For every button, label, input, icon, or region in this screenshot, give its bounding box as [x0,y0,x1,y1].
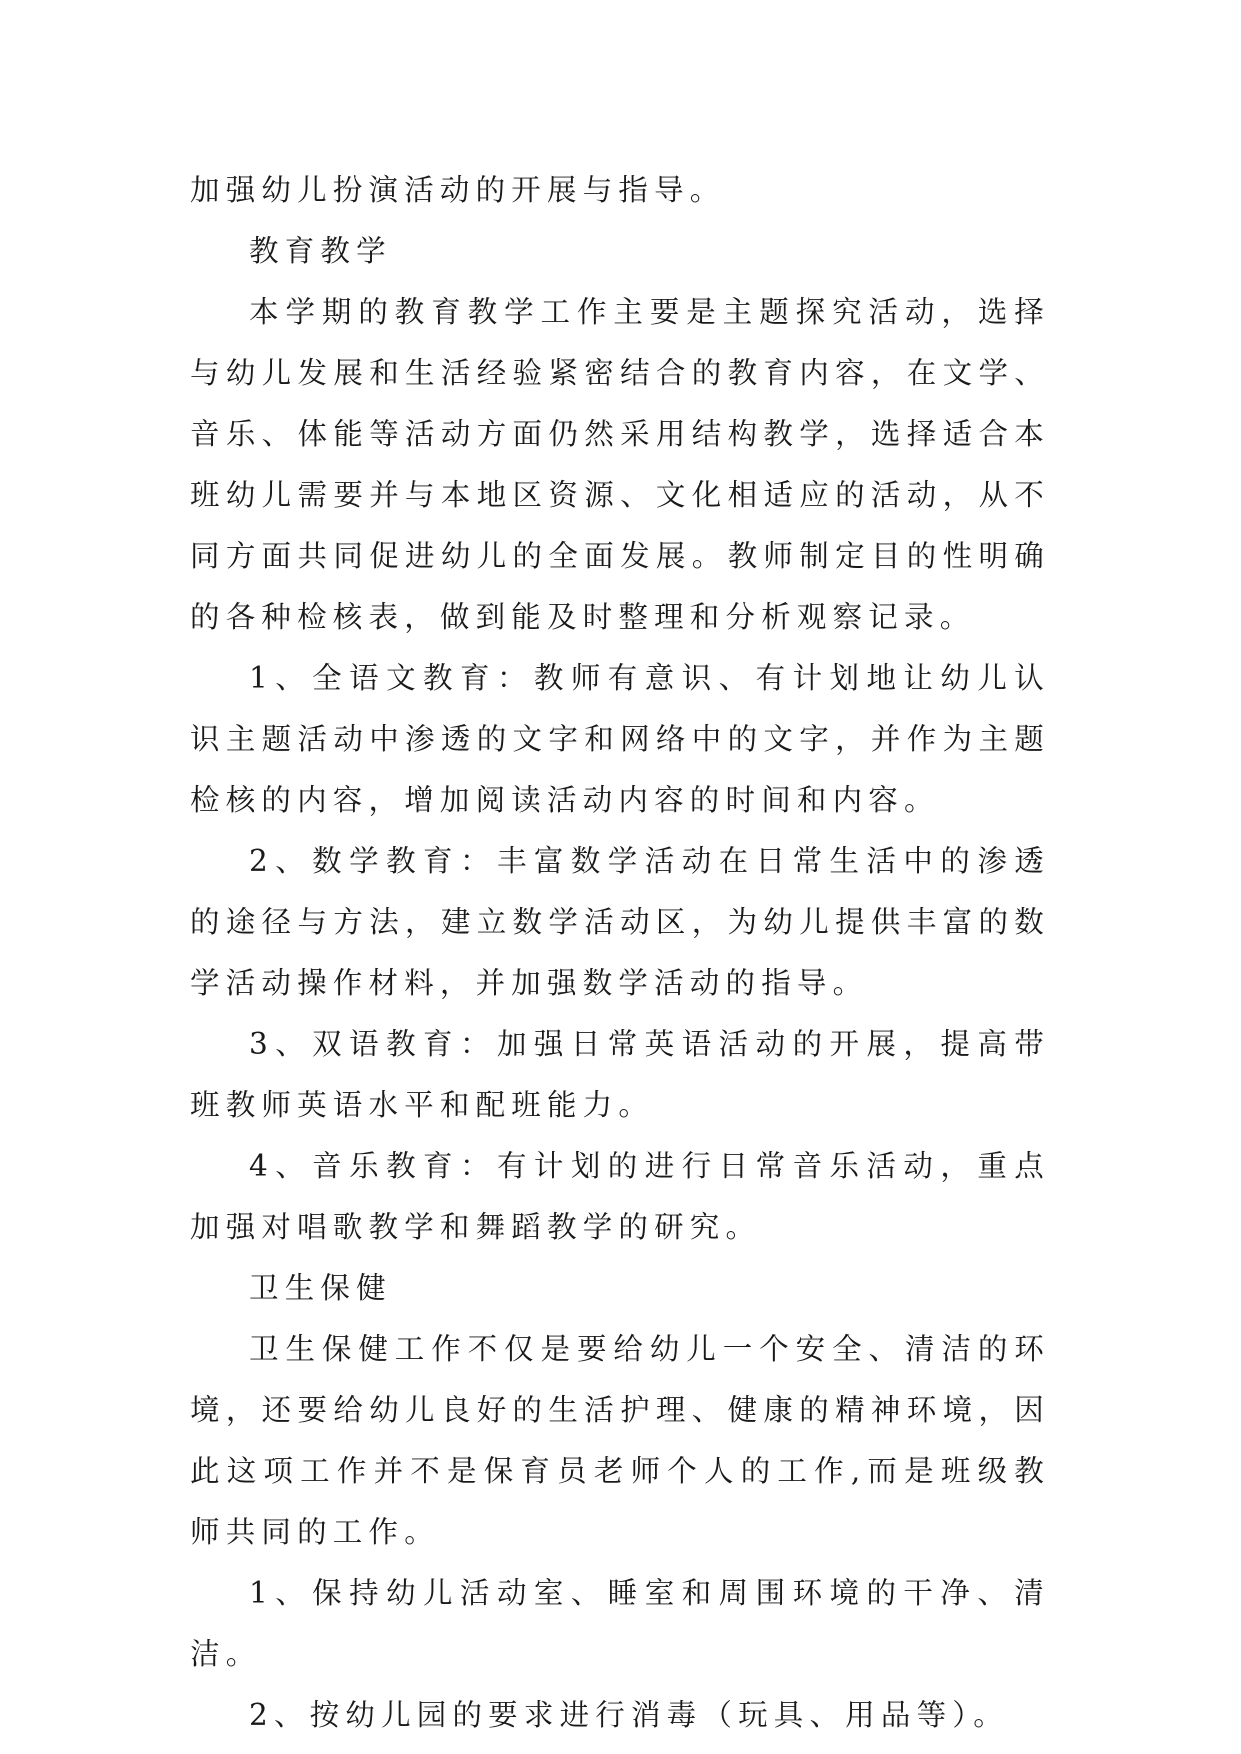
section-heading-health: 卫生保健 [249,1271,392,1305]
paragraph-health-intro: 卫生保健工作不仅是要给幼儿一个安全、清洁的环境，还要给幼儿良好的生活护理、健康的精神环境，因此这项工作并不是保育员老师个人的工作,而是班级教师共同的工作。 [190,1332,1050,1549]
paragraph-bilingual: 3、双语教育：加强日常英语活动的开展，提高带班教师英语水平和配班能力。 [190,1027,1050,1122]
paragraph-health-item-1: 1、保持幼儿活动室、睡室和周围环境的干净、清洁。 [190,1576,1050,1671]
paragraph-whole-language: 1、全语文教育：教师有意识、有计划地让幼儿认识主题活动中渗透的文字和网络中的文字，并作为主题检核的内容，增加阅读活动内容的时间和内容。 [190,661,1050,817]
paragraph-music: 4、音乐教育：有计划的进行日常音乐活动，重点加强对唱歌教学和舞蹈教学的研究。 [190,1149,1050,1244]
paragraph-continuation: 加强幼儿扮演活动的开展与指导。 [190,173,726,207]
document-body [190,160,1050,1746]
section-heading-education: 教育教学 [249,234,392,268]
paragraph-health-item-2: 2、按幼儿园的要求进行消毒（玩具、用品等）。 [249,1698,1009,1732]
paragraph-education-intro: 本学期的教育教学工作主要是主题探究活动，选择与幼儿发展和生活经验紧密结合的教育内容，在文学、音乐、体能等活动方面仍然采用结构教学，选择适合本班幼儿需要并与本地区资源、文化相适应的活动，从不同方面共同促进幼儿的全面发展。教师制定目的性明确的各种检核表，做到能及时整理和分析观察记录。 [190,295,1050,634]
paragraph-math: 2、数学教育：丰富数学活动在日常生活中的渗透的途径与方法，建立数学活动区，为幼儿提供丰富的数学活动操作材料，并加强数学活动的指导。 [190,844,1050,1000]
